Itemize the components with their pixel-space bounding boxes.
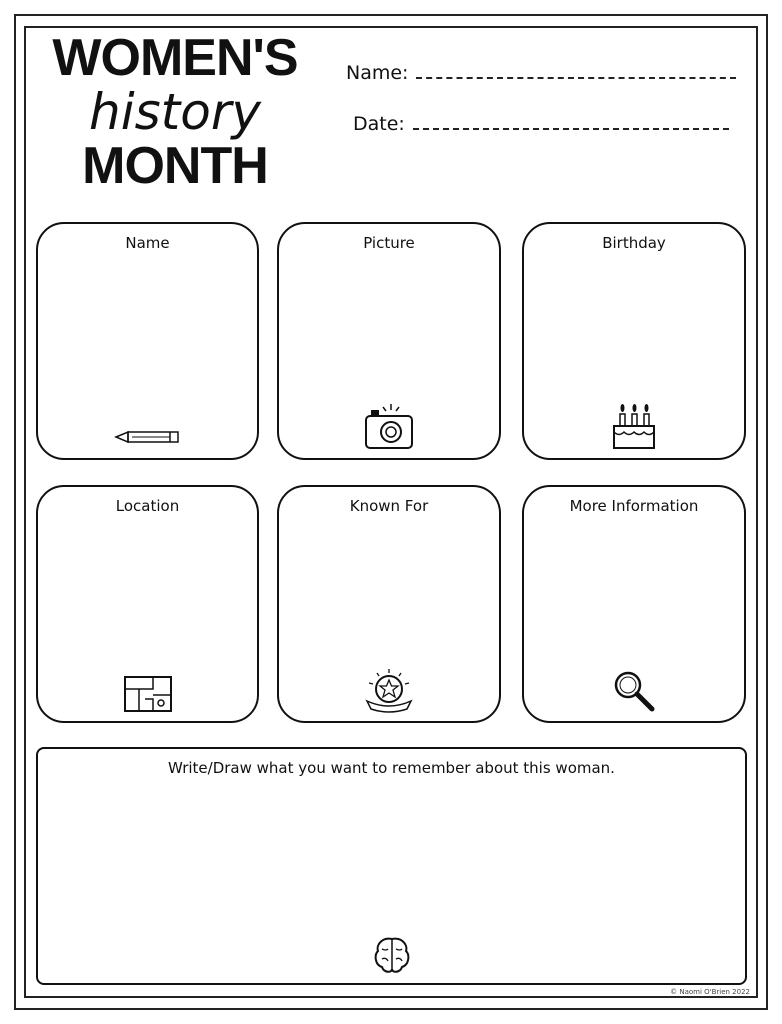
birthday-box[interactable]: [522, 222, 746, 460]
box-label: Birthday: [602, 234, 666, 252]
known-for-box[interactable]: [277, 485, 501, 723]
name-field[interactable]: [346, 62, 736, 84]
name-line[interactable]: [416, 77, 736, 79]
name-label: Name:: [346, 62, 409, 84]
date-label: Date:: [353, 113, 405, 135]
title-line-2: history: [89, 83, 261, 141]
box-label: Known For: [349, 497, 429, 515]
map-icon: [123, 675, 173, 713]
cake-icon: [608, 402, 660, 450]
copyright: © Naomi O'Brien 2022: [670, 988, 750, 996]
location-box[interactable]: [36, 485, 259, 723]
brain-icon: [372, 935, 412, 975]
title-line-3: MONTH: [82, 137, 268, 195]
box-label: Picture: [363, 234, 415, 252]
picture-box[interactable]: [277, 222, 501, 460]
more-information-box[interactable]: [522, 485, 746, 723]
title-line-1: WOMEN'S: [52, 29, 298, 87]
pencil-icon: [114, 430, 182, 444]
notes-box[interactable]: [36, 747, 747, 985]
notes-label: Write/Draw what you want to remember about this woman.: [168, 759, 615, 777]
date-line[interactable]: [413, 128, 729, 130]
camera-icon: [363, 404, 415, 450]
box-label: More Information: [569, 497, 699, 515]
name-box[interactable]: [36, 222, 259, 460]
worksheet-title: [40, 30, 310, 194]
box-label: Location: [115, 497, 180, 515]
magnifier-icon: [612, 669, 656, 713]
award-icon: [363, 667, 415, 713]
date-field[interactable]: [353, 113, 729, 135]
box-label: Name: [125, 234, 170, 252]
